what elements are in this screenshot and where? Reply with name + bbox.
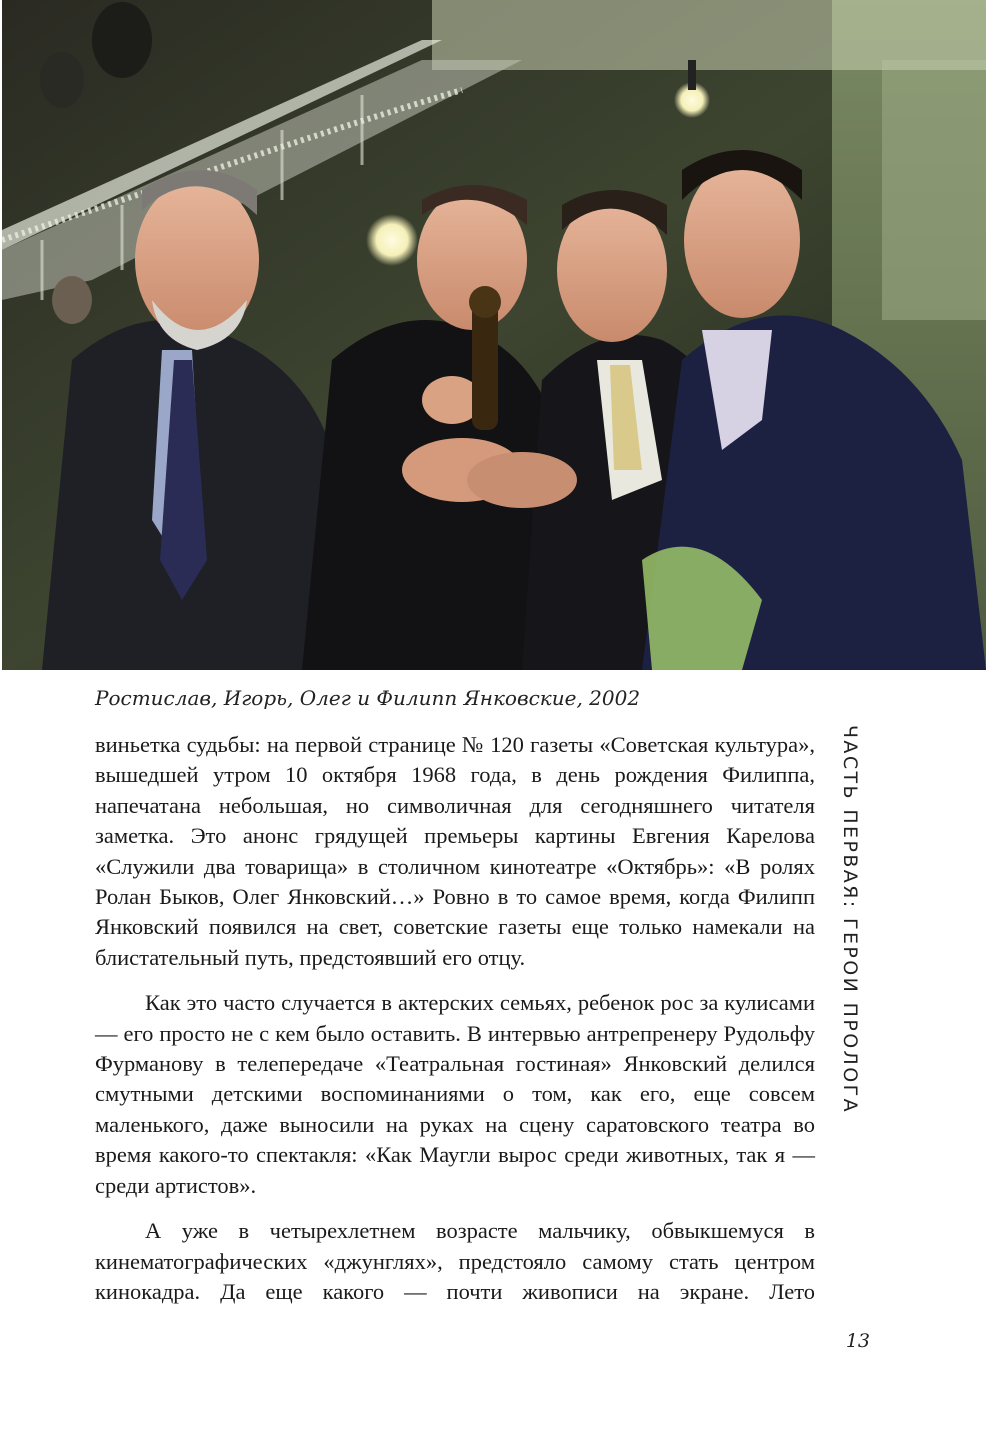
photo-icon xyxy=(2,0,986,670)
paragraph: Как это часто случается в актерских семьях, ребенок рос за кулисами — его просто не с кем было оставить. В интервью антрепренеру Рудольфу Фурманову в телепередаче «Театральная гостиная» Янковский делился смутными детскими воспоминаниями о том, как его, еще совсем маленького, даже выносили на руках на сцену саратовского театра во время какого-то спектакля: «Как Маугли вырос среди животных, так я — среди артистов». xyxy=(95,990,815,1198)
running-title: ЧАСТЬ ПЕРВАЯ: ГЕРОИ ПРОЛОГА xyxy=(839,725,861,1114)
photograph xyxy=(2,0,986,670)
paragraph: виньетка судьбы: на первой странице № 120 газеты «Советская культура», вышедшей утром 10 октября 1968 года, в день рождения Филиппа, напечатана небольшая, но символичная для сегодняшнего читателя заметка. Это анонс грядущей премьеры картины Евгения Карелова «Служили два товарища» в столичном кинотеатре «Октябрь»: «В ролях Ролан Быков, Олег Янковский…» Ровно в то самое время, когда Филипп Янковский появился на свет, советские газеты еще только намекали на блистательный путь, предстоявший его отцу. xyxy=(95,732,815,970)
paragraph: А уже в четырехлетнем возрасте мальчику, обвыкшемуся в кинематографических «джунглях», предстояло самому стать центром кинокадра. Да еще какого — почти живописи на экране. Лето xyxy=(95,1218,815,1304)
photo-caption: Ростислав, Игорь, Олег и Филипп Янковские, 2002 xyxy=(95,686,641,710)
page-number: 13 xyxy=(845,1330,870,1352)
body-text xyxy=(95,730,815,1322)
